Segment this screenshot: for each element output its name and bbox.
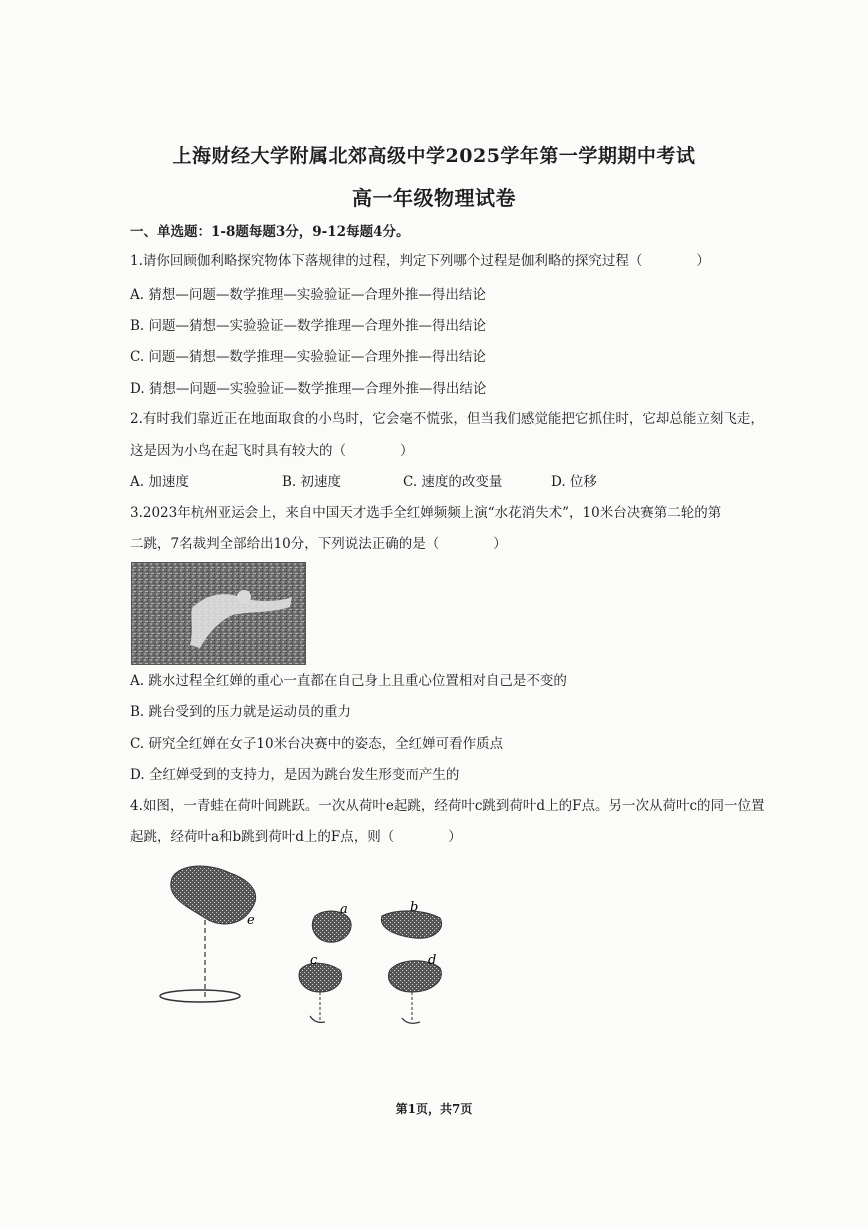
exam-subtitle: 高一年级物理试卷 [352, 186, 516, 210]
lotus-leaf-figure [150, 858, 470, 1042]
exam-title: 上海财经大学附属北郊高级中学2025学年第一学期期中考试 [172, 145, 696, 167]
question-3-option-a: A. 跳水过程全红婵的重心一直都在自己身上且重心位置相对自己是不变的 [130, 673, 567, 689]
leaf-b [381, 911, 441, 938]
section-heading: 一、单选题：1-8题每题3分，9-12每题4分。 [130, 224, 410, 240]
question-1-option-c: C. 问题—猜想—数学推理—实验验证—合理外推—得出结论 [130, 349, 486, 365]
leaf-c [299, 963, 341, 992]
question-4-stem-line1: 4.如图，一青蛙在荷叶间跳跃。一次从荷叶e起跳，经荷叶c跳到荷叶d上的F点。另一次从荷叶c的同一位置 [130, 798, 765, 814]
question-3-option-b: B. 跳台受到的压力就是运动员的重力 [130, 704, 352, 720]
question-3-stem-line2: 二跳，7名裁判全部给出10分，下列说法正确的是（ ） [130, 536, 507, 552]
question-1-option-a: A. 猜想—问题—数学推理—实验验证—合理外推—得出结论 [130, 287, 486, 303]
question-2-option-c: C. 速度的改变量 [403, 474, 503, 490]
question-3-stem-line1: 3.2023年杭州亚运会上，来自中国天才选手全红婵频频上演“水花消失术”，10米台决赛第二轮的第 [130, 505, 722, 521]
page-number: 第1页，共7页 [395, 1102, 473, 1116]
label-d: d [428, 953, 437, 968]
question-4-stem-line2: 起跳，经荷叶a和b跳到荷叶d上的F点，则（ ） [130, 829, 462, 845]
label-b: b [410, 900, 419, 915]
label-c: c [310, 953, 318, 968]
label-e: e [247, 913, 255, 928]
question-3-option-c: C. 研究全红婵在女子10米台决赛中的姿态，全红婵可看作质点 [130, 736, 504, 752]
leaf-e [171, 866, 256, 924]
question-2-option-d: D. 位移 [551, 474, 597, 490]
question-1-stem: 1.请你回顾伽利略探究物体下落规律的过程，判定下列哪个过程是伽利略的探究过程（ ） [130, 253, 710, 269]
question-2-stem-line1: 2.有时我们靠近正在地面取食的小鸟时，它会毫不慌张，但当我们感觉能把它抓住时，它却总能立刻飞走， [130, 411, 764, 427]
label-a: a [340, 902, 348, 917]
diver-photo-image [132, 563, 305, 664]
question-2-stem-line2: 这是因为小鸟在起飞时具有较大的（ ） [130, 443, 414, 459]
question-3-option-d: D. 全红婵受到的支持力，是因为跳台发生形变而产生的 [130, 767, 460, 783]
diver-photo [131, 562, 306, 665]
question-1-option-b: B. 问题—猜想—实验验证—数学推理—合理外推—得出结论 [130, 318, 487, 334]
question-2-option-b: B. 初速度 [282, 474, 342, 490]
lotus-leaf-diagram [150, 858, 470, 1038]
question-1-option-d: D. 猜想—问题—实验验证—数学推理—合理外推—得出结论 [130, 381, 487, 397]
question-2-option-a: A. 加速度 [130, 474, 189, 490]
